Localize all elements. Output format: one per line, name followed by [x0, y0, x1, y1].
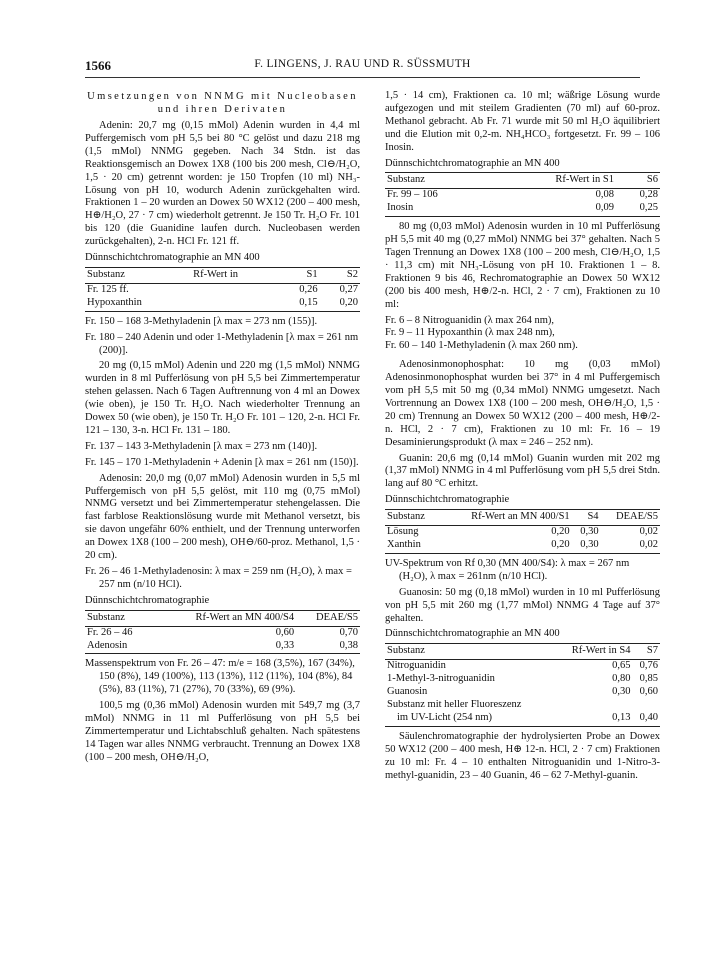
- table-cell: Nitroguanidin: [387, 660, 446, 672]
- table-cell: 0,26: [299, 283, 318, 295]
- table-cell: 0,28: [639, 189, 658, 201]
- paragraph-adenin: Adenin: 20,7 mg (0,15 mMol) Adenin wurden in 4,4 ml Puffergemisch vom pH 5,5 bei 80 °C gelöst und dazu 218 mg (1,5 mMol) NNMG gegeben. Nach 34 Stdn. ist das Reaktionsgemisch an Dowex 1X8 (100 bis 200 mesh, Cl⊖/H₂O, 1,5 · 20 cm) getrennt worden: je 150 Tropfen (10 ml) NH₃-Lösung von pH 10, wodurch Adenin zurückgehalten wird. Fraktionen 1 – 20 wurden an Dowex 50 WX12 (200 – 400 mesh, H⊕/H₂O, 27 · 7 cm) wiederholt getrennt. Je 150 Tr. H₂O Fr. 101 bis 120 (die Guanidine laufen durch. Nucleobasen werden zurückgehalten), 2-n. HCl Fr. 121 ff.: [85, 120, 360, 248]
- table-header-cell: Rf-Wert in S1: [493, 173, 616, 189]
- table-cell: 0,60: [639, 686, 658, 698]
- table-header-cell: Rf-Wert in: [191, 267, 279, 283]
- table-row: [385, 202, 660, 216]
- table-cell: Fr. 26 – 46: [87, 626, 133, 638]
- table-cell: 0,85: [639, 673, 658, 685]
- table-cell: 0,20: [439, 539, 572, 553]
- table-cell: 0,80: [612, 673, 631, 685]
- table-caption: Dünnschichtchromatographie: [85, 594, 210, 606]
- paragraph-adenosin-2: 100,5 mg (0,36 mMol) Adenosin wurden mit 549,7 mg (3,7 mMol) NNMG in 11 ml Pufferlösung von pH 5,5 bei Zimmertemperatur und Lichtabschluß gehalten. Nach spätestens 14 Tagen war alles NNMG verbraucht. Trennung an Dowex 1X8 (100 – 200 mesh, OH⊖/H₂O,: [85, 700, 360, 763]
- table-row: [385, 686, 660, 699]
- table-cell: 0,27: [339, 283, 358, 295]
- table-row: [385, 526, 660, 539]
- fraction-entry: Fr. 26 – 46 1-Methyladenosin: λ max = 259 nm (H₂O), λ max = 257 nm (n/10 HCl).: [85, 566, 352, 590]
- mass-spectrum: Massenspektrum von Fr. 26 – 47: m/e = 168 (3,5%), 167 (34%), 150 (8%), 149 (100%), 113 (13%), 112 (11%), 104 (8%), 84 (5%), 83 (11%), 71 (27%), 70 (33%), 69 (9%).: [85, 658, 355, 696]
- table-cell: 0,13: [555, 712, 632, 726]
- paragraph-continued: 1,5 · 14 cm), Fraktionen ca. 10 ml; wäßrige Lösung wurde aufgezogen und mit steilem Gradienten (70 ml) auf 60-proz. Methanol gebracht. Ab Fr. 71 wurde mit 50 ml H₂O äquilibriert und die Elution mit 0,2-m. NH₄HCO₃ fortgesetzt. Fr. 99 – 106 Inosin.: [385, 90, 660, 153]
- table-cell: Inosin: [385, 202, 493, 216]
- table-header-cell: DEAE/S5: [296, 610, 360, 626]
- table-header-cell: Substanz: [85, 610, 154, 626]
- page-number: 1566: [85, 58, 111, 73]
- table-caption: Dünnschichtchromatographie an MN 400: [85, 252, 260, 264]
- table-cell: [191, 297, 279, 311]
- table-header-cell: S2: [320, 267, 360, 283]
- table-cell: Hypoxanthin: [85, 297, 191, 311]
- fraction-entry: Fr. 180 – 240 Adenin und oder 1-Methyladenin [λ max = 261 nm (200)].: [85, 331, 359, 356]
- table-header-cell: DEAE/S5: [601, 510, 660, 526]
- table-cell: 0,09: [493, 202, 616, 216]
- table-cell: [191, 283, 279, 296]
- paragraph-amp: Adenosinmonophosphat: 10 mg (0,03 mMol) Adenosinmonophosphat wurden bei 37° in 4 ml Puffergemisch vom pH 5,5 mit 50 mg (0,34 mMol) NNMG umgesetzt. Nach Vortrennung an Dowex 1X8 (100 – 200 mesh, OH⊖/H₂O, 1,5 · 20 cm) Trennung an Dowex 50 WX12 (200 – 400 mesh, H⊕/2-n. HCl, 2 · 7 cm), Fraktionen zu 10 ml: Fr. 16 – 19 Desaminierungsprodukt (λ max = 246 – 252 nm).: [385, 359, 660, 448]
- paragraph-saeulenchromatographie: Säulenchromatographie der hydrolysierten Probe an Dowex 50 WX12 (200 – 400 mesh, H⊕ 12-n. HCl, 2 · 7 cm) Fraktionen zu 10 ml: Fr. 4 – 10 enthalten Nitroguanidin und 1-Nitro-3-methyl-guanidin, 23 – 40 Guanin, 46 – 62 7-Methyl-guanin.: [385, 730, 660, 781]
- table-cell: 0,60: [275, 626, 295, 638]
- table-cell: 0,70: [339, 626, 358, 638]
- paragraph-adenin-2: 20 mg (0,15 mMol) Adenin und 220 mg (1,5 mMol) NNMG wurden in 8 ml Pufferlösung von pH 5,5 bei Zimmertemperatur stehen gelassen. Nach 6 Tagen Auftrennung von 4 ml an Dowex (wie oben), je 150 Tr. H₂O. Nach wiederholter Trennung an Dowex 50 (wie oben), je 150 Tr. H₂O Fr. 101 – 120, 2-n. HCl Fr. 121 – 130, 3-n. HCl Fr. 131 – 180.: [85, 360, 360, 436]
- tlc-table-5: [385, 643, 660, 726]
- table-header-cell: Rf-Wert an MN 400/S4: [154, 610, 296, 626]
- table-header-cell: Rf-Wert an MN 400/S1: [439, 510, 572, 526]
- table-header-cell: Rf-Wert in S4: [555, 644, 632, 660]
- fraction-list: [385, 315, 660, 354]
- paragraph-guanin: Guanin: 20,6 mg (0,14 mMol) Guanin wurden mit 202 mg (1,37 mMol) NNMG in 4 ml Pufferlösung vom pH 5,5 drei Stdn. lang auf 80 °C erhitzt.: [385, 452, 660, 490]
- table-caption: Dünnschichtchromatographie: [385, 494, 510, 506]
- table-cell: 0,76: [639, 660, 658, 672]
- table-cell: Xanthin: [385, 539, 439, 553]
- table-row: [85, 283, 360, 296]
- table-cell: Fr. 125 ff.: [87, 283, 129, 295]
- table-header-row: [385, 173, 660, 189]
- header-rule: [85, 77, 640, 78]
- paragraph-guanosin: Guanosin: 50 mg (0,18 mMol) wurden in 10 ml Pufferlösung von pH 5,5 mit 260 mg (1,77 mMol) NNMG 4 Tage auf 37° gehalten.: [385, 586, 660, 624]
- table-cell: 0,25: [616, 202, 660, 216]
- tlc-table-2: [85, 610, 360, 655]
- table-header-row: [385, 644, 660, 660]
- paragraph-adenosin-3: 80 mg (0,03 mMol) Adenosin wurden in 10 ml Pufferlösung pH 5,5 mit 40 mg (0,27 mMol) NNMG bei 37° gehalten. Nach 5 Tagen Trennung an Dowex 1X8 (100 – 200 mesh, Cl⊖/H₂O, 1,5 · 11,3 cm) mit NH₃-Lösung von pH 10. Fraktionen 1 – 8. Fraktionen 9 bis 46, Rechromatographie an Dowex 50 WX12 (200 bis 400 mesh, H⊕/2-n. HCl, 2 · 7 cm), Fraktionen zu 10 ml:: [385, 221, 660, 310]
- page-header: [85, 58, 640, 74]
- table-cell: 0,38: [296, 640, 360, 654]
- table-cell: 0,15: [279, 297, 319, 311]
- paragraph-adenosin: Adenosin: 20,0 mg (0,07 mMol) Adenosin wurden in 5,5 ml Puffergemisch von pH 5,5 gelöst, mit 110 mg (0,75 mMol) NNMG versetzt und bei Zimmertemperatur stehengelassen. Die fast farblose Reaktionslösung wurde mit Methanol versetzt, bis sie davon ungefähr 60% enthielt, und der Trennung unterworfen an Dowex 1X8 (100 – 200 mesh), OH⊖/60-proz. Methanol, 1,5 · 20 cm).: [85, 472, 360, 562]
- table-row: [385, 673, 660, 686]
- table-row: [85, 626, 360, 639]
- table-header-cell: S6: [616, 173, 660, 189]
- section-heading: Umsetzungen von NNMG mit Nucleobasen und ihren Derivaten: [87, 91, 358, 115]
- table-header-row: [85, 610, 360, 626]
- left-column: [85, 90, 360, 768]
- tlc-table-1: [85, 267, 360, 312]
- table-row: [85, 297, 360, 311]
- table-header-row: [85, 267, 360, 283]
- table-cell: 0,30: [580, 526, 599, 538]
- table-header-cell: S4: [572, 510, 601, 526]
- table-cell: 0,40: [632, 712, 660, 726]
- table-cell: 0,02: [601, 539, 660, 553]
- table-cell: 0,02: [639, 526, 658, 538]
- table-cell: [555, 699, 632, 712]
- table-cell: 0,65: [612, 660, 631, 672]
- right-column: [385, 90, 660, 785]
- table-cell: 0,08: [595, 189, 614, 201]
- table-header-cell: S7: [632, 644, 660, 660]
- table-cell: 0,20: [320, 297, 360, 311]
- fraction-entry: Fr. 150 – 168 3-Methyladenin [λ max = 273 nm (155)].: [85, 315, 318, 327]
- fraction-entry: Fr. 9 – 11 Hypoxanthin (λ max 248 nm),: [385, 327, 555, 339]
- fraction-entry: Fr. 60 – 140 1-Methyladenin (λ max 260 nm).: [385, 340, 578, 352]
- table-cell: Substanz mit heller Fluoreszenz: [387, 698, 522, 710]
- table-caption: Dünnschichtchromatographie an MN 400: [385, 157, 560, 169]
- table-row: [85, 640, 360, 654]
- table-cell: Guanosin: [387, 686, 428, 698]
- uv-spectrum: UV-Spektrum von Rf 0,30 (MN 400/S4): λ max = 267 nm (H₂O), λ max = 261nm (n/10 HCl).: [385, 557, 630, 582]
- table-header-cell: Substanz: [385, 173, 493, 189]
- table-row: [385, 712, 660, 726]
- table-header-row: [385, 510, 660, 526]
- fraction-entry: Fr. 6 – 8 Nitroguanidin (λ max 264 nm),: [385, 314, 554, 326]
- table-header-cell: S1: [279, 267, 319, 283]
- table-caption: Dünnschichtchromatographie an MN 400: [385, 628, 560, 640]
- table-header-cell: Substanz: [385, 510, 439, 526]
- table-header-cell: Substanz: [85, 267, 191, 283]
- table-cell: 0,20: [551, 526, 570, 538]
- table-cell: im UV-Licht (254 nm): [385, 712, 555, 726]
- table-row: [385, 539, 660, 553]
- tlc-table-3: [385, 172, 660, 217]
- table-header-cell: Substanz: [385, 644, 555, 660]
- table-cell: Adenosin: [85, 640, 154, 654]
- table-cell: 0,30: [572, 539, 601, 553]
- table-cell: Lösung: [387, 526, 419, 538]
- table-cell: 1-Methyl-3-nitroguanidin: [387, 673, 495, 685]
- table-row: [385, 660, 660, 673]
- running-title: F. LINGENS, J. RAU UND R. SÜSSMUTH: [254, 58, 471, 70]
- table-cell: [632, 699, 660, 712]
- table-row: [385, 699, 660, 712]
- fraction-entry: Fr. 137 – 143 3-Methyladenin [λ max = 273 nm (140)].: [85, 440, 318, 452]
- table-cell: Fr. 99 – 106: [387, 189, 438, 201]
- fraction-entry: Fr. 145 – 170 1-Methyladenin + Adenin [λ max = 261 nm (150)].: [85, 456, 359, 468]
- table-cell: 0,33: [154, 640, 296, 654]
- table-cell: 0,30: [612, 686, 631, 698]
- tlc-table-4: [385, 509, 660, 554]
- table-row: [385, 189, 660, 202]
